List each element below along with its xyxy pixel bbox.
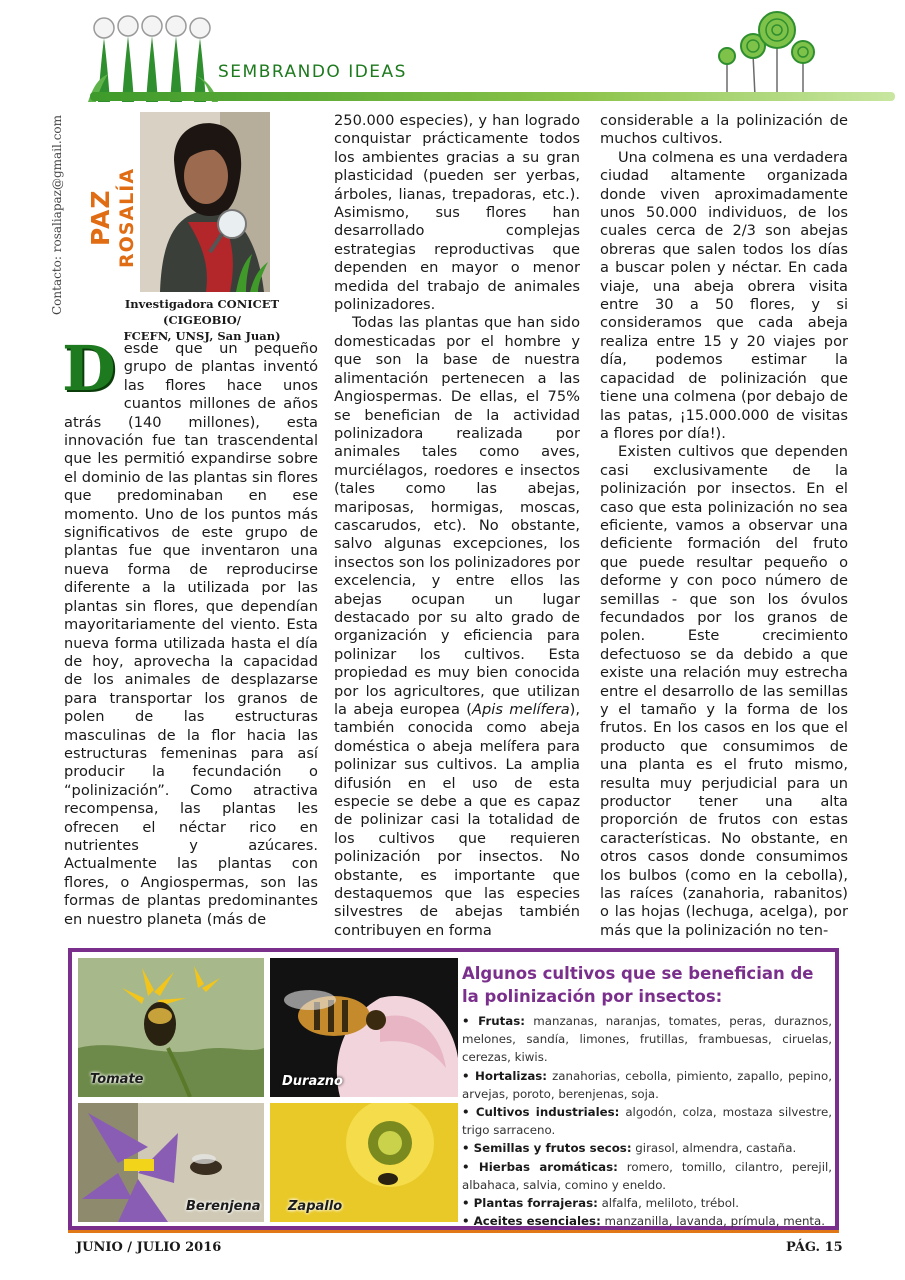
crop-item-text: alfalfa, meliloto, trébol.	[597, 1196, 739, 1211]
crops-list	[462, 962, 832, 1230]
photo-grid	[78, 958, 458, 1222]
author-photo	[140, 112, 270, 292]
peach-photo	[270, 958, 458, 1097]
crop-item	[462, 1067, 832, 1103]
crop-item-text: romero, tomillo, cilantro, perejil, albahaca, salvia, comino y eneldo.	[462, 1159, 833, 1192]
crop-item-text: algodón, colza, mostaza silvestre, trigo sarraceno.	[462, 1105, 832, 1138]
author-affiliation	[86, 296, 318, 344]
article-paragraph-3: Una colmena es una verdadera ciudad altamente organizada donde viven aproximadamente unos 50.000 individuos, de los cuales cerca de 2/3 son abejas obreras que salen todos los días a buscar polen y néctar. En cada viaje, una abeja obrera visita entre 30 a 50 flores, y si consideramos que cada abeja realiza entre 15 y 20 viajes por día, podemos estimar la capacidad de polinización que tiene una colmena (por debajo de las patas, ¡15.000.000 de visitas a flores por día!).	[600, 148, 848, 442]
footer-date: JUNIO / JULIO 2016	[76, 1240, 222, 1255]
crop-item-label: • Semillas y frutos secos:	[462, 1141, 632, 1156]
box-title: Algunos cultivos que se benefician de la polinización por insectos:	[462, 964, 814, 1006]
crop-item	[462, 1012, 832, 1067]
crop-item	[462, 1139, 832, 1157]
author-contact	[46, 114, 66, 320]
crop-item-label: • Frutas:	[462, 1014, 525, 1028]
crop-item-label: • Cultivos industriales:	[462, 1105, 620, 1120]
paragraph-1-continued: 250.000 especies), y han logrado conquistar prácticamente todos los ambientes gracias a su gran plasticidad (pueden ser yerbas, árboles, lianas, trepadoras, etc.). Asimismo, sus flores han desarrollado complejas estrategias reproductivas que dependen en mayor o menor medida del trabajo de animales polinizadores.	[334, 112, 580, 314]
photo-label-tomato: Tomate	[90, 1072, 144, 1087]
article-paragraph-2: Todas las plantas que han sido domesticadas por el hombre y que son la base de nuestra alimentación pertenecen a las Angiospermas. De ellas, el 75% se benefician de la actividad polinizadora realizada por animales tales como aves, murciélagos, roedores e insectos (tales como las abejas, mariposas, hormigas, moscas, cascarudos, etc). No obstante, salvo algunas excepciones, los insectos son los polinizadores por excelencia, y entre ellos las abejas ocupan un lugar destacado por su alto grado de organización y eficiencia para polinizar los cultivos. Esta propiedad es muy bien conocida por los agricultores, que utilizan la abeja europea (Apis melífera), también conocida como abeja doméstica o abeja melífera para polinizar sus cultivos. La amplia difusión en el uso de esta especie se debe a que es capaz de polinizar casi la totalidad de los cultivos que requieren polinización por insectos. No obstante, es importante que destaquemos que las especies silvestres de abejas también contribuyen en forma	[334, 314, 580, 939]
eggplant-photo	[78, 1103, 264, 1222]
crop-item	[462, 1194, 832, 1212]
paragraph-2-continued: considerable a la polinización de muchos cultivos.	[600, 112, 848, 148]
crop-item-text: manzanilla, lavanda, prímula, menta.	[600, 1214, 826, 1229]
crop-item-text: zanahorias, cebolla, pimiento, zapallo, pepino, arvejas, poroto, berenjenas, soja.	[462, 1068, 832, 1101]
section-title: SEMBRANDO IDEAS	[218, 62, 407, 82]
author-name	[82, 150, 142, 290]
page-header	[0, 0, 905, 110]
crop-item-label: • Hortalizas:	[462, 1068, 548, 1083]
crop-item-text: manzanas, naranjas, tomates, peras, duraznos, melones, sandía, limones, frutillas, frambuesas, ciruelas, cerezas, kiwis.	[462, 1014, 832, 1065]
crops-info-box	[68, 948, 839, 1230]
footer-page-number: PÁG. 15	[786, 1240, 843, 1255]
photo-label-peach: Durazno	[282, 1074, 343, 1089]
crop-item	[462, 1103, 832, 1139]
header-bar	[90, 92, 895, 101]
trees-illustration	[715, 10, 825, 96]
paragraph-1-text: esde que un pequeño grupo de plantas inventó las flores hace unos cuantos millones de años atrás (140 millones), esta innovación fue tan trascendental que les permitió expandirse sobre el dominio de las plantas sin flores que predominaban en ese momento. Uno de los puntos más significativos de este grupo de plantas fue que inventaron una nueva forma de reproducirse diferente a la utilizada por las plantas sin flores, que dependían mayoritariamente del viento. Esta nueva forma utilizada hasta el día de hoy, aprovecha la capacidad de los animales de desplazarse para transportar los granos de polen de las estructuras masculinas de la flor hacia las estructuras femeninas para así producir la fecundación o “polinización”. Como atractiva recompensa, las plantas les ofrecen el néctar rico en nutrientes y azúcares. Actualmente las plantas con flores, o Angiospermas, son las formas de plantas predominantes en nuestro planeta (más de	[64, 340, 318, 928]
crop-item	[462, 1212, 832, 1230]
bottom-rule	[68, 1230, 839, 1233]
dropcap: D	[62, 332, 116, 405]
article-column-2	[334, 112, 580, 940]
squash-photo	[270, 1103, 458, 1222]
contact-email: Contacto: rosaliapaz@gmail.com	[50, 114, 64, 315]
species-name: Apis melífera	[472, 701, 570, 718]
article-column-3	[600, 112, 848, 940]
affiliation-line-2: FCEFN, UNSJ, San Juan)	[123, 329, 281, 343]
lightbulbs-illustration	[88, 14, 218, 102]
crop-item-label: • Hierbas aromáticas:	[462, 1159, 618, 1174]
crop-items	[462, 1012, 832, 1230]
author-surname: PAZ	[86, 189, 115, 246]
article-paragraph-4: Existen cultivos que dependen casi exclusivamente de la polinización por insectos. En el caso que esta polinización no sea eficiente, vamos a observar una deficiente formación del fruto que puede resultar pequeño o deforme y con poco número de semillas - que son los óvulos fecundados por los granos de polen. Este crecimiento defectuoso se da debido a que existe una relación muy estrecha entre el desarrollo de las semillas y el tamaño y la forma de los frutos. En los casos en los que el producto que consumimos de una planta es el fruto mismo, resulta muy perjudicial para un productor tener una alta proporción de frutos con estas características. No obstante, en otros casos donde consumimos los bulbos (como en la cebolla), las raíces (zanahoria, rabanitos) o las hojas (lechuga, acelga), por más que la polinización no ten-	[600, 443, 848, 939]
affiliation-line-1: Investigadora CONICET (CIGEOBIO/	[124, 297, 280, 327]
photo-label-eggplant: Berenjena	[186, 1199, 261, 1214]
author-given-name: ROSALÍA	[116, 167, 138, 268]
photo-label-squash: Zapallo	[288, 1199, 343, 1214]
crop-item-text: girasol, almendra, castaña.	[631, 1141, 797, 1156]
crop-item-label: • Plantas forrajeras:	[462, 1196, 598, 1211]
tomato-photo	[78, 958, 264, 1097]
crop-item-label: • Aceites esenciales:	[462, 1214, 601, 1229]
crop-item	[462, 1158, 832, 1194]
